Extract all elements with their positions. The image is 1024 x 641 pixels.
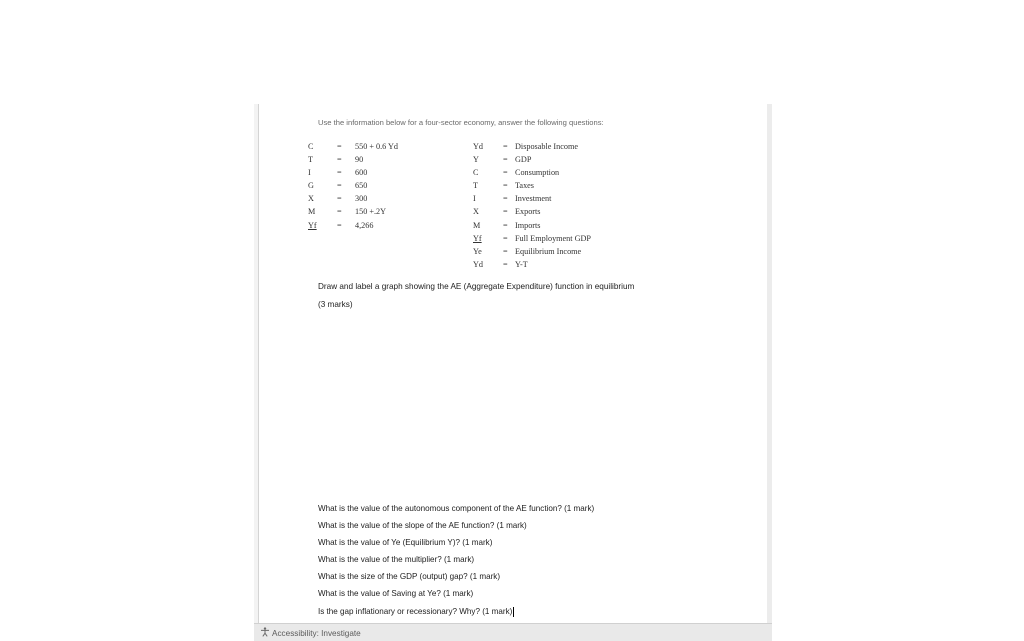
variable-row: [473, 153, 673, 166]
document-page[interactable]: [258, 104, 768, 624]
question-text: What is the value of the autonomous component of the AE function? (1 mark): [318, 504, 595, 513]
given-values: [308, 140, 448, 232]
equals-sign: =: [503, 233, 508, 243]
variable-symbol: G: [308, 181, 314, 191]
variable-value: Taxes: [515, 181, 534, 191]
variable-symbol: X: [308, 194, 314, 204]
variable-symbol: I: [308, 168, 311, 178]
variable-value: Disposable Income: [515, 142, 578, 151]
variable-value: GDP: [515, 155, 532, 165]
question-text: What is the value of Saving at Ye? (1 mark): [318, 589, 474, 598]
accessibility-label: Accessibility: Investigate: [272, 629, 361, 638]
equals-sign: =: [337, 220, 342, 230]
variable-row: [473, 140, 673, 153]
variable-row: [308, 219, 448, 232]
text-cursor: [513, 607, 514, 617]
question-line: [318, 538, 492, 547]
equals-sign: =: [337, 194, 342, 204]
variable-symbol: Ye: [473, 246, 482, 256]
equals-sign: =: [503, 155, 508, 165]
question-line: [318, 572, 500, 581]
variable-value: 4,266: [355, 220, 374, 230]
equals-sign: =: [337, 181, 342, 191]
question-line: [318, 504, 594, 513]
accessibility-status[interactable]: [260, 627, 361, 638]
variable-row: [308, 192, 448, 205]
variable-value: Imports: [515, 220, 541, 230]
variable-symbol: Yf: [473, 233, 482, 243]
variable-value: 600: [355, 168, 368, 178]
equals-sign: =: [337, 168, 342, 178]
variable-value: 300: [355, 194, 368, 204]
equals-sign: =: [503, 220, 508, 230]
status-bar: [254, 623, 772, 641]
variable-row: [308, 140, 448, 153]
variable-value: 90: [355, 155, 364, 165]
variable-row: [473, 219, 673, 232]
equals-sign: =: [503, 181, 508, 191]
variable-row: [473, 232, 673, 245]
question-text: What is the value of the slope of the AE function? (1 mark): [318, 521, 527, 530]
variable-symbol: C: [473, 168, 479, 178]
variable-symbol: T: [473, 181, 479, 191]
question-line: [318, 589, 473, 598]
question-line: [318, 607, 514, 617]
variable-symbol: M: [473, 220, 481, 230]
variable-symbol: I: [473, 194, 476, 204]
document-canvas[interactable]: [254, 104, 772, 640]
variable-symbol: Yd: [473, 259, 484, 269]
variable-row: [308, 205, 448, 218]
variable-value: Y-T: [515, 259, 528, 269]
variable-symbol: Y: [473, 155, 479, 165]
variable-value: Equilibrium Income: [515, 246, 582, 256]
equals-sign: =: [503, 259, 508, 269]
equals-sign: =: [503, 246, 508, 256]
equals-sign: =: [337, 207, 342, 217]
variable-row: [308, 179, 448, 192]
equals-sign: =: [503, 194, 508, 204]
equals-sign: =: [503, 207, 508, 217]
variable-symbol: X: [473, 207, 479, 217]
equals-sign: =: [503, 142, 508, 151]
question-line: [318, 555, 474, 564]
equals-sign: =: [337, 142, 342, 151]
variable-symbol: T: [308, 155, 314, 165]
variable-row: [308, 166, 448, 179]
question-text: What is the value of Ye (Equilibrium Y)? (1 mark): [318, 538, 493, 547]
variable-value: Exports: [515, 207, 541, 217]
variable-value: Full Employment GDP: [515, 233, 591, 243]
variable-value: 150 +.2Y: [355, 207, 386, 217]
question-text: Is the gap inflationary or recessionary? Why? (1 mark): [318, 607, 513, 617]
vertical-scrollbar[interactable]: [767, 104, 772, 624]
variable-value: Consumption: [515, 168, 560, 178]
variable-row: [473, 245, 673, 258]
definitions-list: [473, 140, 673, 271]
variable-row: [473, 205, 673, 218]
variable-row: [473, 192, 673, 205]
question-text: What is the size of the GDP (output) gap? (1 mark): [318, 572, 501, 581]
variable-row: [308, 153, 448, 166]
variable-symbol: M: [308, 207, 316, 217]
question-text: What is the value of the multiplier? (1 mark): [318, 555, 475, 564]
variable-row: [473, 166, 673, 179]
variable-value: Investment: [515, 194, 552, 204]
graph-task: Draw and label a graph showing the AE (Aggregate Expenditure) function in equilibrium: [318, 282, 635, 291]
variable-row: [473, 179, 673, 192]
accessibility-icon: [260, 627, 270, 637]
graph-task-marks: (3 marks): [318, 300, 353, 309]
equals-sign: =: [503, 168, 508, 178]
equals-sign: =: [337, 155, 342, 165]
question-line: [318, 521, 527, 530]
variable-row: [473, 258, 673, 271]
variable-symbol: C: [308, 142, 314, 151]
variable-value: 650: [355, 181, 368, 191]
variable-value: 550 + 0.6 Yd: [355, 142, 398, 151]
variable-symbol: Yf: [308, 220, 317, 230]
intro-text: Use the information below for a four-sector economy, answer the following questions:: [318, 118, 604, 127]
variable-symbol: Yd: [473, 142, 484, 151]
